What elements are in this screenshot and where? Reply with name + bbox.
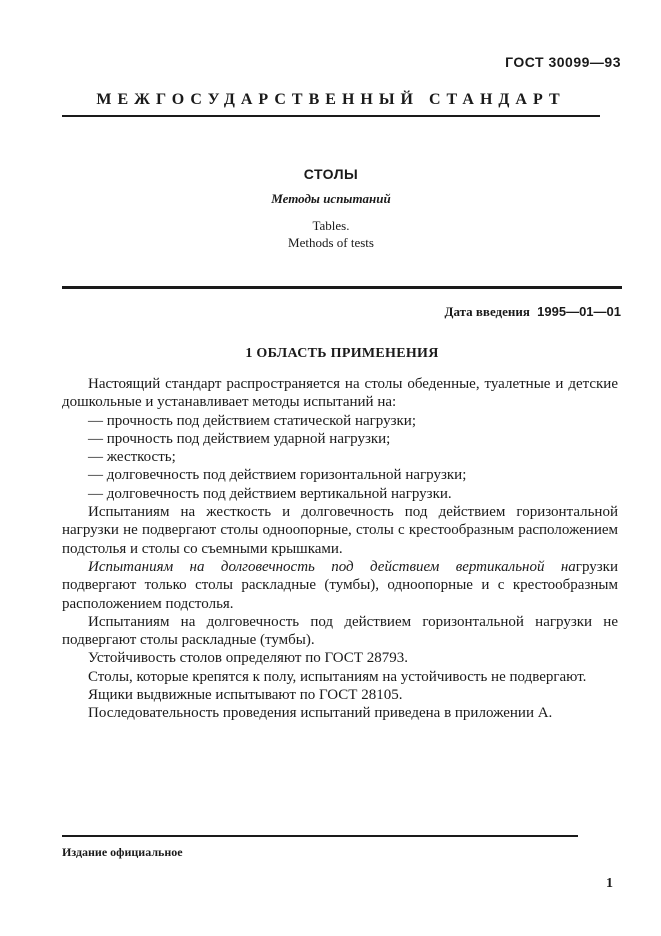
official-edition-label: Издание официальное xyxy=(62,845,183,859)
header-divider xyxy=(62,115,600,117)
paragraph-vertical-load xyxy=(62,558,618,613)
english-title-line-2: Methods of tests xyxy=(288,235,374,250)
paragraph-vertical-load-italic: Испытаниям на долговечность под действием вертикальной на xyxy=(88,558,576,575)
title-block xyxy=(62,164,600,251)
english-title-line-1: Tables. xyxy=(312,218,350,233)
introduction-date-label: Дата введения xyxy=(444,304,530,319)
list-item: — прочность под действием ударной нагрузки; xyxy=(88,430,391,447)
gost-number: ГОСТ 30099—93 xyxy=(505,54,621,70)
paragraph-sequence: Последовательность проведения испытаний приведена в приложении А. xyxy=(88,705,553,722)
list-item: — долговечность под действием горизонтальной нагрузки; xyxy=(88,467,467,484)
english-title xyxy=(62,217,600,251)
list-item: — долговечность под действием вертикальной нагрузки. xyxy=(88,485,452,502)
interstate-standard-heading: МЕЖГОСУДАРСТВЕННЫЙ СТАНДАРТ xyxy=(96,91,566,108)
paragraph-scope: Настоящий стандарт распространяется на столы обеденные, туалетные и детские дошкольные и устанавливает методы испытаний на: xyxy=(62,376,618,411)
paragraph-drawers: Ящики выдвижные испытывают по ГОСТ 28105. xyxy=(88,687,403,704)
section-body xyxy=(62,375,618,723)
paragraph-stability: Устойчивость столов определяют по ГОСТ 28793. xyxy=(88,650,408,667)
paragraph-floor-fixed: Столы, которые крепятся к полу, испытаниям на устойчивость не подвергают. xyxy=(88,668,587,685)
paragraph-vertical-load-rest: грузки подвергают только столы раскладные (тумбы), одноопорные и с крестообразным расположением подстолья. xyxy=(62,558,618,612)
list-item: — жесткость; xyxy=(88,449,176,466)
paragraph-horizontal-load: Испытаниям на долговечность под действием горизонтальной нагрузки не подвергают столы раскладные (тумбы). xyxy=(62,613,618,649)
list-item: — прочность под действием статической нагрузки; xyxy=(88,412,416,429)
introduction-date xyxy=(445,304,622,320)
paragraph-stiffness-exclusion: Испытаниям на жесткость и долговечность под действием горизонтальной нагрузки не подвергают столы одноопорные, столы с крестообразным расположением подстолья и столы со съемными крышками. xyxy=(62,504,618,557)
introduction-date-value: 1995—01—01 xyxy=(537,304,621,319)
footer-divider xyxy=(62,835,578,837)
page-number: 1 xyxy=(606,876,613,891)
title-divider xyxy=(62,286,622,289)
document-subtitle: Методы испытаний xyxy=(271,191,391,206)
section-heading: 1 ОБЛАСТЬ ПРИМЕНЕНИЯ xyxy=(245,346,439,361)
document-title: СТОЛЫ xyxy=(303,166,359,182)
